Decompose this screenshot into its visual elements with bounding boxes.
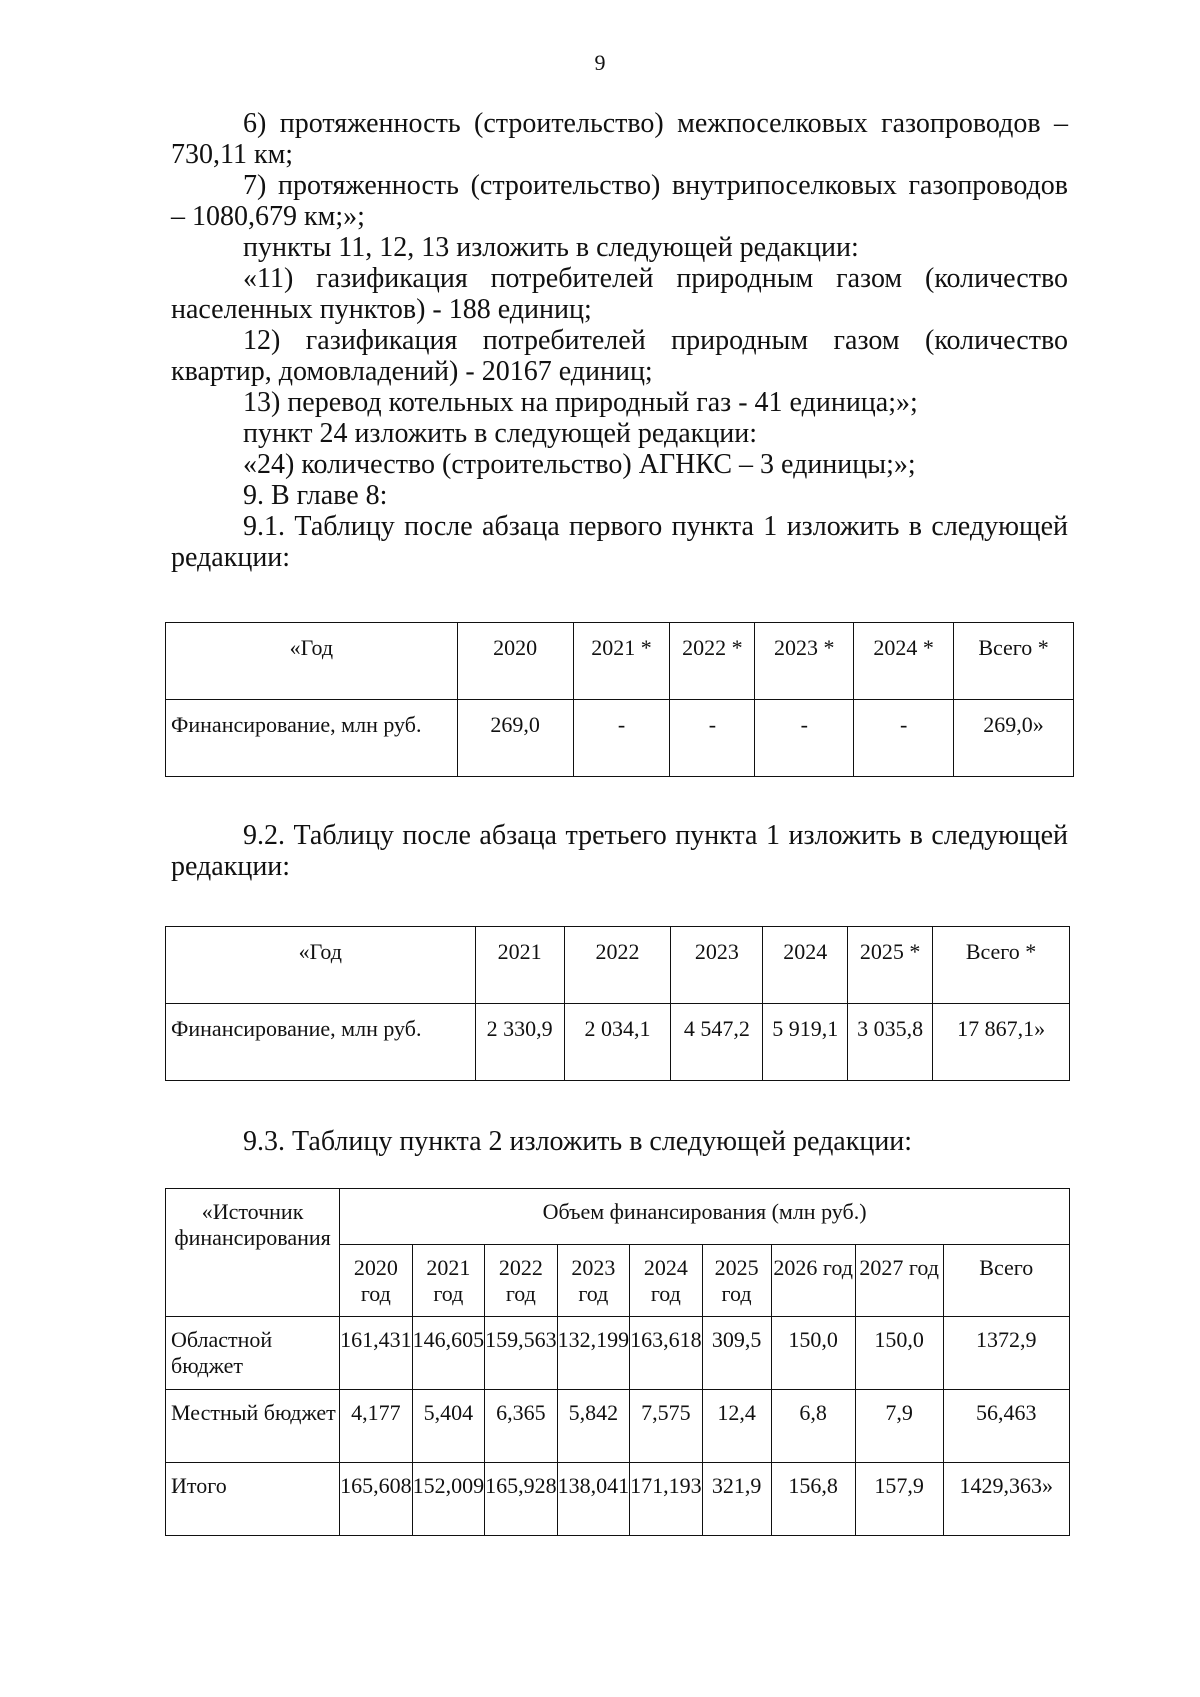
table-header-row <box>166 1189 1070 1245</box>
paragraph-points-11-13: пункты 11, 12, 13 изложить в следующей редакции: <box>243 232 859 263</box>
body-text <box>171 108 1068 573</box>
table-header-cell: 2021 * <box>573 623 670 700</box>
paragraph-9-2: 9.2. Таблицу после абзаца третьего пункта 1 изложить в следующей редакции: <box>171 820 1068 882</box>
paragraph-chapter-8: 9. В главе 8: <box>243 480 388 511</box>
paragraph-item-24: «24) количество (строительство) АГНКС – 3 единицы;»; <box>243 449 916 480</box>
paragraph-item-7: 7) протяженность (строительство) внутрипоселковых газопроводов – 1080,679 км;»; <box>171 170 1068 232</box>
table-header-cell: 2025 * <box>848 927 933 1004</box>
table-cell: 2 034,1 <box>564 1004 671 1081</box>
table-cell: 56,463 <box>943 1390 1069 1463</box>
table-cell: 150,0 <box>855 1317 943 1390</box>
table-header-row <box>166 927 1070 1004</box>
table-cell: 2 330,9 <box>475 1004 564 1081</box>
table-cell: 7,575 <box>630 1390 703 1463</box>
table-row <box>166 1463 1070 1536</box>
paragraph-item-12: 12) газификация потребителей природным газом (количество квартир, домовладений) - 20167 единиц; <box>171 325 1068 387</box>
table-cell: 269,0 <box>457 700 573 777</box>
table-header-cell: 2022 * <box>670 623 755 700</box>
table-header-cell: 2020 <box>457 623 573 700</box>
table-cell: 1429,363» <box>943 1463 1069 1536</box>
table-cell: - <box>670 700 755 777</box>
table-cell: 161,431 <box>340 1317 413 1390</box>
paragraph-9-2-block <box>171 820 1068 882</box>
row-label-cell: Местный бюджет <box>166 1390 340 1463</box>
table-cell: 309,5 <box>702 1317 771 1390</box>
table-cell: 4 547,2 <box>671 1004 763 1081</box>
table-row <box>166 1317 1070 1390</box>
table-cell: - <box>573 700 670 777</box>
table-cell: 152,009 <box>412 1463 485 1536</box>
table-header-cell: Всего * <box>933 927 1070 1004</box>
table-cell: 5 919,1 <box>763 1004 848 1081</box>
source-header-cell: «Источник финансирования <box>166 1189 340 1317</box>
table-cell: - <box>854 700 954 777</box>
table-cell: 156,8 <box>771 1463 855 1536</box>
volume-header-cell: Объем финансирования (млн руб.) <box>340 1189 1070 1245</box>
paragraph-9-3: 9.3. Таблицу пункта 2 изложить в следующей редакции: <box>243 1126 913 1157</box>
table-header-cell: 2022 <box>564 927 671 1004</box>
page-number: 9 <box>594 50 606 75</box>
table-cell: Финансирование, млн руб. <box>166 700 458 777</box>
table-cell: 157,9 <box>855 1463 943 1536</box>
table-cell: 12,4 <box>702 1390 771 1463</box>
paragraph-item-11: «11) газификация потребителей природным газом (количество населенных пунктов) - 188 единиц; <box>171 263 1068 325</box>
table-cell: 165,928 <box>485 1463 558 1536</box>
table-cell: Финансирование, млн руб. <box>166 1004 476 1081</box>
table-cell: 5,404 <box>412 1390 485 1463</box>
table-header-cell: 2023 <box>671 927 763 1004</box>
table-header-cell: 2021 <box>475 927 564 1004</box>
table-header-cell: 2024 <box>763 927 848 1004</box>
table-cell: 159,563 <box>485 1317 558 1390</box>
year-header-cell: 2021 год <box>412 1245 485 1317</box>
table-row <box>166 1390 1070 1463</box>
paragraph-9-3-block <box>171 1126 1068 1157</box>
table-cell: 132,199 <box>557 1317 630 1390</box>
year-header-cell: 2023 год <box>557 1245 630 1317</box>
year-header-cell: 2027 год <box>855 1245 943 1317</box>
table-row <box>166 1004 1070 1081</box>
table-cell: 146,605 <box>412 1317 485 1390</box>
row-label-cell: Областной бюджет <box>166 1317 340 1390</box>
table-cell: 321,9 <box>702 1463 771 1536</box>
year-header-cell: 2020 год <box>340 1245 413 1317</box>
table-cell: 6,365 <box>485 1390 558 1463</box>
table-funding-2021-2025 <box>165 926 1070 1081</box>
table-cell: 1372,9 <box>943 1317 1069 1390</box>
table-header-cell: Всего * <box>954 623 1074 700</box>
paragraph-item-13: 13) перевод котельных на природный газ - 41 единица;»; <box>243 387 918 418</box>
paragraph-point-24: пункт 24 изложить в следующей редакции: <box>243 418 757 449</box>
table-cell: 4,177 <box>340 1390 413 1463</box>
table-row <box>166 700 1074 777</box>
row-label-cell: Итого <box>166 1463 340 1536</box>
table-header-cell: 2023 * <box>755 623 854 700</box>
table-cell: 171,193 <box>630 1463 703 1536</box>
table-header-cell: «Год <box>166 927 476 1004</box>
table-cell: 5,842 <box>557 1390 630 1463</box>
year-header-cell: 2022 год <box>485 1245 558 1317</box>
table-funding-sources <box>165 1188 1070 1536</box>
table-cell: 163,618 <box>630 1317 703 1390</box>
paragraph-9-1: 9.1. Таблицу после абзаца первого пункта 1 изложить в следующей редакции: <box>171 511 1068 573</box>
table-cell: 150,0 <box>771 1317 855 1390</box>
year-header-cell: Всего <box>943 1245 1069 1317</box>
table-funding-2020-2024 <box>165 622 1074 777</box>
table-header-cell: 2024 * <box>854 623 954 700</box>
year-header-cell: 2025 год <box>702 1245 771 1317</box>
table-cell: 269,0» <box>954 700 1074 777</box>
table-cell: 6,8 <box>771 1390 855 1463</box>
table-cell: 165,608 <box>340 1463 413 1536</box>
table-cell: 138,041 <box>557 1463 630 1536</box>
table-header-cell: «Год <box>166 623 458 700</box>
table-cell: 3 035,8 <box>848 1004 933 1081</box>
table-header-row <box>166 623 1074 700</box>
year-header-cell: 2024 год <box>630 1245 703 1317</box>
year-header-cell: 2026 год <box>771 1245 855 1317</box>
paragraph-item-6: 6) протяженность (строительство) межпоселковых газопроводов – 730,11 км; <box>171 108 1068 170</box>
table-cell: 7,9 <box>855 1390 943 1463</box>
table-cell: 17 867,1» <box>933 1004 1070 1081</box>
table-cell: - <box>755 700 854 777</box>
